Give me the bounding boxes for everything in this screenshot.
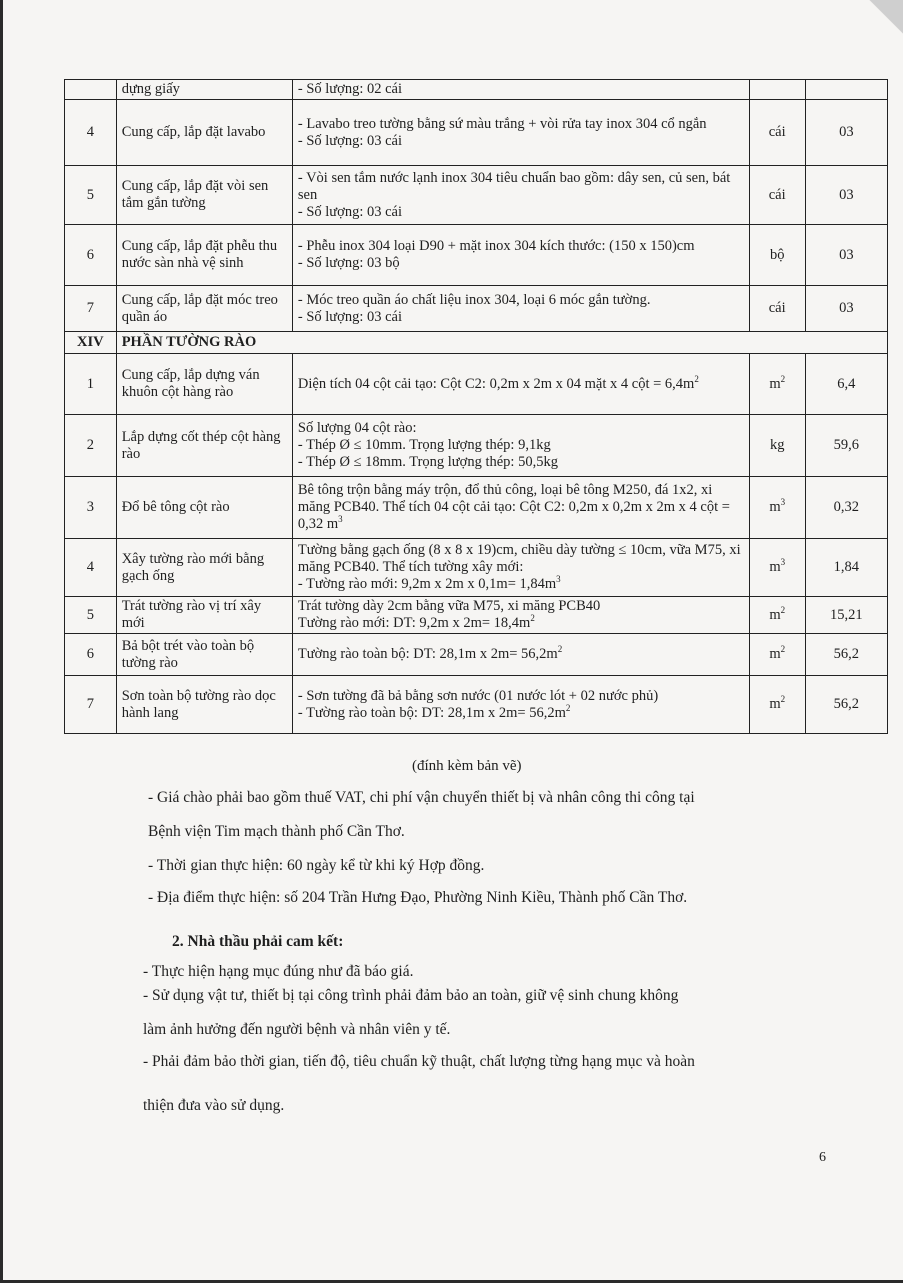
section-title: PHẦN TƯỜNG RÀO: [116, 332, 887, 354]
row-quantity: 56,2: [805, 676, 887, 734]
table-row: [65, 676, 888, 734]
note-price-line2: Bệnh viện Tim mạch thành phố Cần Thơ.: [148, 823, 405, 840]
row-index: 6: [65, 225, 117, 286]
table-row: [65, 539, 888, 597]
table-row: [65, 80, 888, 100]
row-item-name: Sơn toàn bộ tường rào dọc hành lang: [116, 676, 292, 734]
row-description: [292, 676, 749, 734]
description-line: - Số lượng: 03 cái: [297, 308, 403, 325]
section-index: XIV: [65, 332, 117, 354]
row-index: [65, 80, 117, 100]
description-line: - Tường rào mới: 9,2m x 2m x $0,1m= 1,84m^3$: [297, 574, 561, 592]
description-line: - Số lượng: 03 bộ: [297, 255, 400, 271]
description-line: Tường bằng gạch ống (8 x 8 x 19)cm, chiều dày tường ≤ 10cm, vữa M75, xi măng PCB40. Thể tích tường xây mới:: [297, 542, 741, 575]
row-description: [292, 415, 749, 477]
table-row: [65, 634, 888, 676]
description-line: - Thép Ø ≤ 18mm. Trọng lượng thép: 50,5kg: [297, 454, 558, 470]
description-line: - Số lượng: 02 cái: [297, 81, 403, 97]
commitment-3-line1: - Phải đảm bảo thời gian, tiến độ, tiêu chuẩn kỹ thuật, chất lượng từng hạng mục và hoàn: [143, 1053, 695, 1070]
description-line: Trát tường dày 2cm bằng vữa M75, xi măng PCB40: [297, 598, 601, 614]
table-row: [65, 477, 888, 539]
row-index: 6: [65, 634, 117, 676]
row-description: [292, 100, 749, 166]
row-item-name: Cung cấp, lắp đặt móc treo quần áo: [116, 286, 292, 332]
row-item-name: Cung cấp, lắp dựng ván khuôn cột hàng rào: [116, 354, 292, 415]
attachment-caption: (đính kèm bản vẽ): [412, 758, 522, 774]
description-line: Tường rào mới: DT: 9,2m x $2m= 18,4m^2$: [297, 613, 535, 631]
row-unit: cái: [749, 286, 805, 332]
row-item-name: Bả bột trét vào toàn bộ tường rào: [116, 634, 292, 676]
row-unit: $m^3$: [749, 539, 805, 597]
row-index: 5: [65, 166, 117, 225]
row-description: [292, 539, 749, 597]
table-row: [65, 225, 888, 286]
row-index: 3: [65, 477, 117, 539]
row-description: [292, 80, 749, 100]
row-quantity: 6,4: [805, 354, 887, 415]
commitment-3-line2: thiện đưa vào sử dụng.: [143, 1097, 285, 1114]
row-item-name: Cung cấp, lắp đặt lavabo: [116, 100, 292, 166]
row-index: 2: [65, 415, 117, 477]
row-description: [292, 286, 749, 332]
row-quantity: 15,21: [805, 597, 887, 634]
row-quantity: 1,84: [805, 539, 887, 597]
commitment-2-line2: làm ảnh hưởng đến người bệnh và nhân viên y tế.: [143, 1021, 451, 1038]
row-unit: cái: [749, 166, 805, 225]
description-line: Số lượng 04 cột rào:: [297, 420, 417, 436]
row-unit: $m^2$: [749, 634, 805, 676]
table-row: [65, 597, 888, 634]
row-quantity: 03: [805, 100, 887, 166]
table-body-top: [65, 80, 888, 332]
commitment-1: - Thực hiện hạng mục đúng như đã báo giá.: [143, 963, 414, 980]
row-item-name: dựng giấy: [116, 80, 292, 100]
row-item-name: Lắp dựng cốt thép cột hàng rào: [116, 415, 292, 477]
row-quantity: 0,32: [805, 477, 887, 539]
row-description: [292, 225, 749, 286]
row-quantity: [805, 80, 887, 100]
row-index: 5: [65, 597, 117, 634]
table-section: [65, 332, 888, 354]
row-index: 1: [65, 354, 117, 415]
description-line: - Số lượng: 03 cái: [297, 132, 403, 149]
table-row: [65, 354, 888, 415]
row-description: [292, 354, 749, 415]
row-quantity: 03: [805, 225, 887, 286]
row-description: [292, 634, 749, 676]
table-row: [65, 286, 888, 332]
note-location: - Địa điểm thực hiện: số 204 Trần Hưng Đạo, Phường Ninh Kiều, Thành phố Cần Thơ.: [148, 889, 688, 906]
table-row: [65, 100, 888, 166]
row-item-name: Cung cấp, lắp đặt phễu thu nước sàn nhà vệ sinh: [116, 225, 292, 286]
row-item-name: Cung cấp, lắp đặt vòi sen tắm gắn tường: [116, 166, 292, 225]
row-description: [292, 477, 749, 539]
row-quantity: 03: [805, 286, 887, 332]
heading-contractor-commitment: 2. Nhà thầu phải cam kết:: [172, 933, 344, 950]
row-quantity: 03: [805, 166, 887, 225]
row-unit: bộ: [749, 225, 805, 286]
description-line: Diện tích 04 cột cải tạo: Cột C2: 0,2m x 2m x 04 mặt x 4 cột = $6,4m^2$: [297, 373, 699, 392]
scan-edge-left: [0, 0, 3, 1283]
row-unit: $m^2$: [749, 676, 805, 734]
row-unit: cái: [749, 100, 805, 166]
scan-corner-fold: [843, 0, 903, 50]
row-unit: kg: [749, 415, 805, 477]
table-body-bottom: [65, 354, 888, 734]
section-row: [65, 332, 888, 354]
row-description: [292, 597, 749, 634]
page-number: 6: [819, 1150, 826, 1165]
row-index: 4: [65, 100, 117, 166]
row-item-name: Trát tường rào vị trí xây mới: [116, 597, 292, 634]
row-quantity: 56,2: [805, 634, 887, 676]
row-index: 4: [65, 539, 117, 597]
description-line: - Tường rào toàn bộ: DT: 28,1m x $2m= 56,2m^2$: [297, 702, 571, 721]
row-index: 7: [65, 676, 117, 734]
description-line: - Móc treo quần áo chất liệu inox 304, loại 6 móc gắn tường.: [297, 291, 651, 308]
table-row: [65, 415, 888, 477]
row-description: [292, 166, 749, 225]
description-line: - Vòi sen tắm nước lạnh inox 304 tiêu chuẩn bao gồm: dây sen, củ sen, bát sen: [297, 169, 731, 203]
row-item-name: Xây tường rào mới bằng gạch ống: [116, 539, 292, 597]
description-line: - Số lượng: 03 cái: [297, 203, 403, 220]
note-duration: - Thời gian thực hiện: 60 ngày kể từ khi ký Hợp đồng.: [148, 857, 485, 874]
description-line: - Phễu inox 304 loại D90 + mặt inox 304 kích thước: (150 x 150)cm: [297, 238, 695, 254]
row-item-name: Đổ bê tông cột rào: [116, 477, 292, 539]
description-line: Tường rào toàn bộ: DT: 28,1m x $2m= 56,2m^2$: [297, 644, 563, 662]
table-row: [65, 166, 888, 225]
commitment-2-line1: - Sử dụng vật tư, thiết bị tại công trình phải đảm bảo an toàn, giữ vệ sinh chung không: [143, 987, 679, 1004]
row-index: 7: [65, 286, 117, 332]
row-unit: $m^2$: [749, 597, 805, 634]
description-line: - Lavabo treo tường bằng sứ màu trắng + vòi rửa tay inox 304 cổ ngắn: [297, 115, 707, 132]
row-unit: [749, 80, 805, 100]
row-unit: $m^2$: [749, 354, 805, 415]
description-line: - Sơn tường đã bả bằng sơn nước (01 nước lót + 02 nước phủ): [297, 687, 659, 704]
description-line: - Thép Ø ≤ 10mm. Trọng lượng thép: 9,1kg: [297, 437, 551, 453]
row-unit: $m^3$: [749, 477, 805, 539]
description-line: Bê tông trộn bằng máy trộn, đổ thủ công, loại bê tông M250, đá 1x2, xi măng PCB40. Thể tích 04 cột cải tạo: Cột C2: 0,2m x 0,2m x 2m x 4 cột = 0,32 $m^3$: [297, 482, 730, 532]
row-quantity: 59,6: [805, 415, 887, 477]
note-price-line1: - Giá chào phải bao gồm thuế VAT, chi phí vận chuyển thiết bị và nhân công thi công tại: [148, 789, 695, 806]
bill-of-quantities-table: [64, 79, 888, 734]
